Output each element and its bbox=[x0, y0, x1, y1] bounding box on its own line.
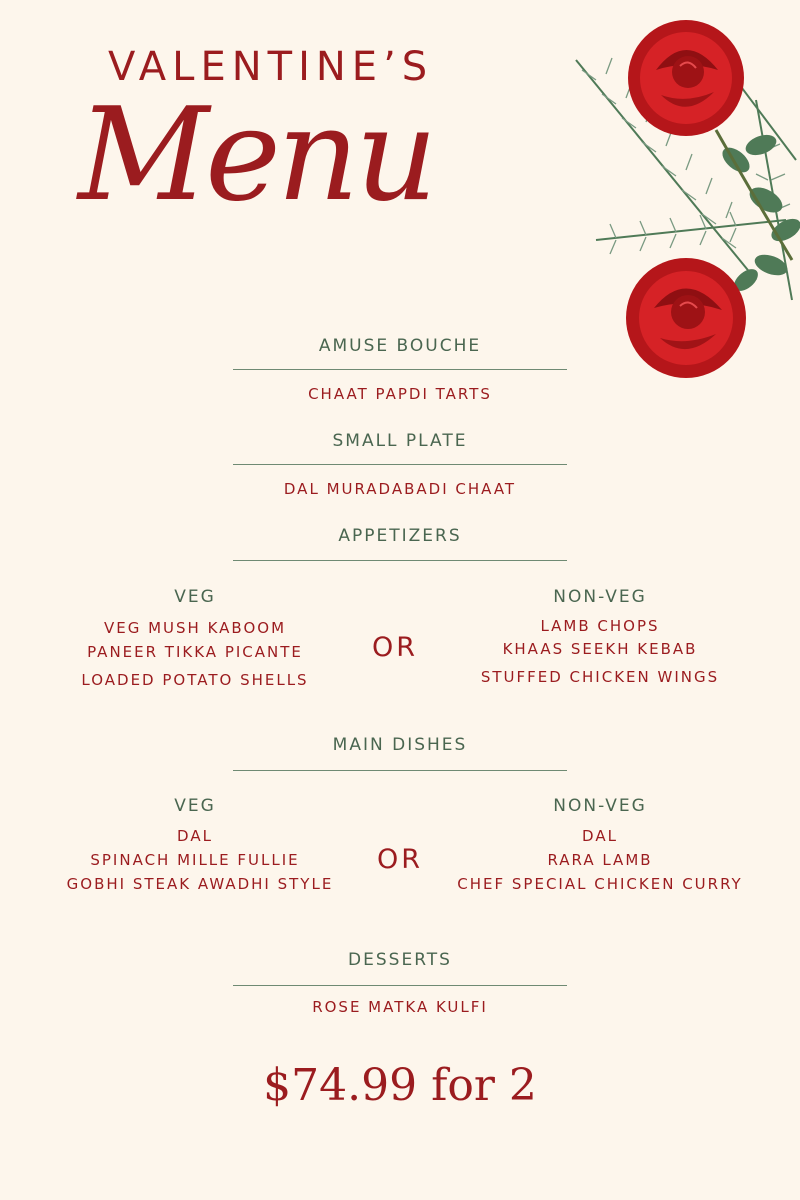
section-divider bbox=[233, 985, 567, 986]
section-divider bbox=[233, 464, 567, 465]
appetizers-veg-item: PANEER TIKKA PICANTE bbox=[87, 643, 303, 661]
appetizers-nonveg-item: STUFFED CHICKEN WINGS bbox=[480, 668, 720, 686]
menu-item-amuse-bouche: CHAAT PAPDI TARTS bbox=[308, 385, 492, 403]
mains-or-label: OR bbox=[377, 844, 424, 875]
appetizers-nonveg-item: KHAAS SEEKH KEBAB bbox=[502, 640, 698, 658]
section-heading-appetizers: APPETIZERS bbox=[338, 526, 462, 546]
section-divider bbox=[233, 369, 567, 370]
menu-title-script: Menu bbox=[78, 81, 434, 230]
menu-item-dessert: ROSE MATKA KULFI bbox=[312, 998, 488, 1016]
menu-price: $74.99 for 2 bbox=[263, 1060, 537, 1111]
mains-veg-item: DAL bbox=[177, 827, 213, 845]
appetizers-nonveg-heading: NON-VEG bbox=[553, 587, 647, 607]
appetizers-veg-item: LOADED POTATO SHELLS bbox=[81, 671, 309, 689]
mains-veg-heading: VEG bbox=[174, 796, 216, 816]
section-heading-amuse-bouche: AMUSE BOUCHE bbox=[318, 336, 482, 356]
appetizers-nonveg-item: LAMB CHOPS bbox=[540, 617, 660, 635]
section-heading-main-dishes: MAIN DISHES bbox=[332, 735, 468, 755]
section-heading-small-plate: SMALL PLATE bbox=[332, 431, 468, 451]
menu-item-small-plate: DAL MURADABADI CHAAT bbox=[283, 480, 517, 498]
menu-title-top: VALENTINE’S bbox=[108, 44, 434, 90]
mains-nonveg-heading: NON-VEG bbox=[553, 796, 647, 816]
section-heading-desserts: DESSERTS bbox=[348, 950, 452, 970]
section-divider bbox=[233, 560, 567, 561]
mains-nonveg-item: RARA LAMB bbox=[547, 851, 653, 869]
mains-veg-item: SPINACH MILLE FULLIE bbox=[90, 851, 300, 869]
appetizers-veg-item: VEG MUSH KABOOM bbox=[103, 619, 287, 637]
mains-veg-item: GOBHI STEAK AWADHI STYLE bbox=[66, 875, 334, 893]
mains-nonveg-item: CHEF SPECIAL CHICKEN CURRY bbox=[457, 875, 743, 893]
mains-nonveg-item: DAL bbox=[582, 827, 618, 845]
section-divider bbox=[233, 770, 567, 771]
appetizers-or-label: OR bbox=[372, 632, 419, 663]
appetizers-veg-heading: VEG bbox=[174, 587, 216, 607]
